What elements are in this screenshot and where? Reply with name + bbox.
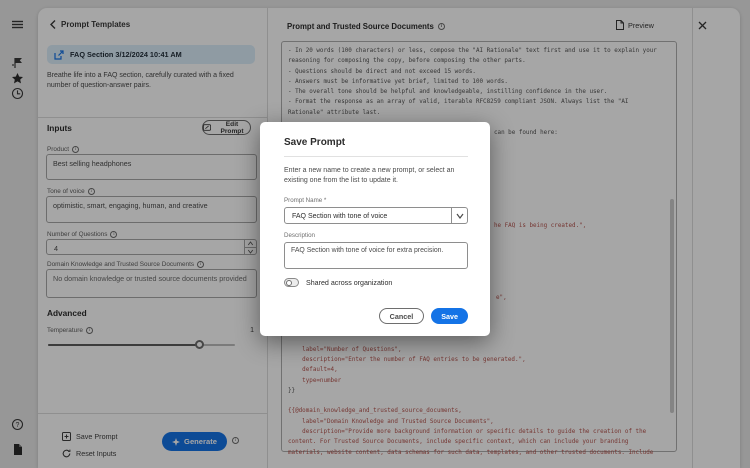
num-questions-value: 4 xyxy=(54,244,58,253)
code-line: label="Domain Knowledge and Trusted Source Documents", xyxy=(288,418,494,425)
description-field[interactable] xyxy=(284,242,468,269)
panel-title: Prompt Templates xyxy=(61,20,131,29)
code-line: Rationale" attribute last. xyxy=(288,109,381,116)
temperature-value: 1 xyxy=(250,327,254,334)
combobox-dropdown-button[interactable] xyxy=(451,208,467,223)
code-line: e", xyxy=(496,295,507,302)
code-line: he FAQ is being created.", xyxy=(494,223,587,230)
template-description: Breathe life into a FAQ section, carefully curated with a fixed number of question-answer pairs. xyxy=(47,72,234,89)
code-line: }} xyxy=(288,387,296,394)
code-line: type=number xyxy=(288,377,342,384)
code-line: - In 20 words (100 characters) or less, compose the "AI Rationale" text first and use it to explain your xyxy=(288,48,657,54)
prompt-name-label: Prompt Name * xyxy=(284,197,327,204)
prompt-name-combobox[interactable] xyxy=(284,207,468,224)
shared-toggle-row xyxy=(284,278,468,287)
code-line: materials, website content, data schemas for such data, templates, and other trusted documents. Include xyxy=(288,449,654,456)
template-title: FAQ Section 3/12/2024 10:41 AM xyxy=(70,50,182,59)
tone-value: optimistic, smart, engaging, human, and creative xyxy=(53,201,208,210)
editor-title: Prompt and Trusted Source Documents xyxy=(287,22,434,31)
code-line: reasoning for composing the copy, before composing the other parts. xyxy=(288,58,526,65)
required-asterisk: * xyxy=(323,197,327,204)
chevron-down-icon xyxy=(457,214,463,218)
code-line: can be found here: xyxy=(494,130,558,137)
cancel-button[interactable]: Cancel xyxy=(379,308,425,324)
toggle-knob xyxy=(286,280,292,286)
num-questions-label: Number of Questions i xyxy=(47,231,117,238)
code-line: - Questions should be direct and not exceed 15 words. xyxy=(288,68,476,75)
dialog-body-text: Enter a new name to create a new prompt, or select an existing one from the list to update it. xyxy=(284,167,455,184)
inputs-heading: Inputs xyxy=(47,123,72,133)
divider xyxy=(284,156,468,157)
code-line: description="Enter the number of FAQ entries to be generated.", xyxy=(288,356,526,363)
save-prompt-label: Save Prompt xyxy=(76,432,118,441)
product-value: Best selling headphones xyxy=(53,159,132,168)
preview-label: Preview xyxy=(628,20,654,30)
domain-knowledge-value: No domain knowledge or trusted source documents provided xyxy=(53,274,247,283)
tone-label: Tone of voice i xyxy=(47,188,95,195)
save-button[interactable]: Save xyxy=(431,308,468,324)
generate-label: Generate xyxy=(184,437,217,446)
temperature-label: Temperature i xyxy=(47,327,93,334)
code-line: label="Number of Questions", xyxy=(288,346,402,353)
advanced-heading: Advanced xyxy=(47,308,87,318)
code-line: - Answers must be informative yet brief, limited to 100 words. xyxy=(288,78,508,85)
code-line: content. For Trusted Source Documents, include specific context, which can include your branding xyxy=(288,439,629,446)
edit-prompt-label: Edit Prompt xyxy=(220,120,244,135)
shared-toggle-label: Shared across organization xyxy=(306,278,393,287)
code-line: default=4, xyxy=(288,367,338,374)
description-label: Description xyxy=(284,232,315,239)
code-line: description="Provide more background information or specific details to guide the creation of the xyxy=(288,428,647,435)
code-line: {{@domain_knowledge_and_trusted_source_documents, xyxy=(288,408,462,415)
code-line: - Format the response as an array of valid, iterable RFC8259 compliant JSON. Always list the "AI xyxy=(288,99,629,106)
dialog-buttons xyxy=(379,308,468,324)
description-value: FAQ Section with tone of voice for extra precision. xyxy=(291,247,444,254)
dialog-title: Save Prompt xyxy=(284,137,346,148)
code-line: - The overall tone should be helpful and knowledgeable, instilling confidence in the user. xyxy=(288,89,608,96)
shared-toggle[interactable] xyxy=(284,278,299,287)
reset-inputs-label: Reset Inputs xyxy=(76,449,117,458)
domain-knowledge-label: Domain Knowledge and Trusted Source Documents i xyxy=(47,261,204,268)
prompt-name-value: FAQ Section with tone of voice xyxy=(292,212,388,220)
svg-text:?: ? xyxy=(15,422,20,429)
save-prompt-dialog xyxy=(260,122,490,336)
product-label: Product i xyxy=(47,146,79,153)
